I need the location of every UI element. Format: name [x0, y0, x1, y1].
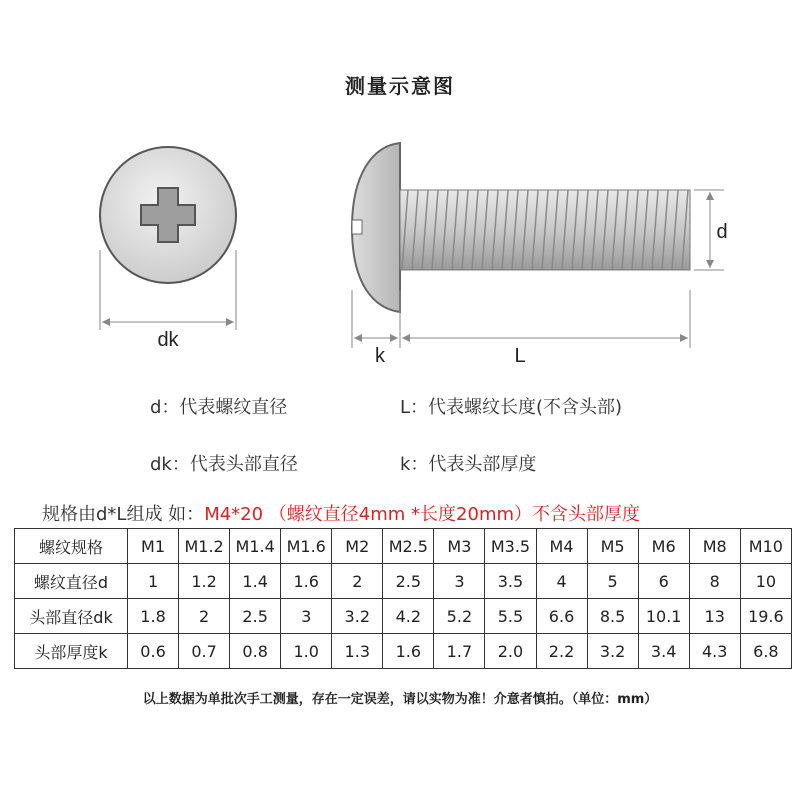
- table-cell: 0.7: [179, 634, 230, 669]
- table-cell: 13: [689, 599, 740, 634]
- table-cell: M2.5: [383, 529, 434, 564]
- table-cell: M5: [587, 529, 638, 564]
- table-cell: 2.5: [383, 564, 434, 599]
- table-cell: 0.6: [128, 634, 179, 669]
- table-cell: 1.0: [281, 634, 332, 669]
- spec-prefix: 规格由d*L组成 如：: [42, 504, 205, 525]
- table-cell: M2: [332, 529, 383, 564]
- table-cell: 1.3: [332, 634, 383, 669]
- table-cell: 3.4: [638, 634, 689, 669]
- row-header: 螺纹规格: [15, 529, 128, 564]
- spec-example: M4*20 （螺纹直径4mm *长度20mm）不含头部厚度: [204, 504, 641, 525]
- table-row: [15, 564, 792, 599]
- table-cell: M3.5: [485, 529, 536, 564]
- table-cell: 2.2: [536, 634, 587, 669]
- spec-line: [42, 500, 640, 526]
- table-cell: 1.8: [128, 599, 179, 634]
- size-table: [14, 528, 792, 669]
- table-cell: 3.5: [485, 564, 536, 599]
- label-k: k: [375, 345, 385, 367]
- table-cell: M4: [536, 529, 587, 564]
- table-cell: 2.0: [485, 634, 536, 669]
- table-cell: M3: [434, 529, 485, 564]
- table-cell: 1.2: [179, 564, 230, 599]
- table-cell: 5.2: [434, 599, 485, 634]
- legend-k: k：代表头部厚度: [400, 454, 537, 475]
- footnote: 以上数据为单批次手工测量，存在一定误差，请以实物为准！介意者慎拍。（单位：mm）: [142, 692, 658, 707]
- label-d: d: [716, 221, 728, 243]
- row-header: 头部直径dk: [15, 599, 128, 634]
- row-header: 头部厚度k: [15, 634, 128, 669]
- table-cell: M6: [638, 529, 689, 564]
- table-cell: 19.6: [740, 599, 791, 634]
- legend-L: L：代表螺纹长度(不含头部): [400, 397, 623, 418]
- table-cell: 8.5: [587, 599, 638, 634]
- label-L: L: [514, 345, 526, 367]
- table-cell: M8: [689, 529, 740, 564]
- table-cell: M1: [128, 529, 179, 564]
- table-cell: 6: [638, 564, 689, 599]
- table-cell: M1.2: [179, 529, 230, 564]
- table-cell: 1.7: [434, 634, 485, 669]
- table-cell: M10: [740, 529, 791, 564]
- table-cell: M1.4: [230, 529, 281, 564]
- table-cell: 3.2: [587, 634, 638, 669]
- table-cell: 5.5: [485, 599, 536, 634]
- table-cell: 1.6: [383, 634, 434, 669]
- table-cell: 6.8: [740, 634, 791, 669]
- table-cell: 1: [128, 564, 179, 599]
- screw-side-view: [352, 143, 690, 312]
- legend-dk: dk：代表头部直径: [150, 454, 298, 475]
- table-cell: 0.8: [230, 634, 281, 669]
- table-cell: 3.2: [332, 599, 383, 634]
- row-header: 螺纹直径d: [15, 564, 128, 599]
- table-cell: 1.6: [281, 564, 332, 599]
- table-cell: 4.2: [383, 599, 434, 634]
- table-cell: 2.5: [230, 599, 281, 634]
- table-cell: 3: [281, 599, 332, 634]
- screw-head-top-view: [100, 147, 236, 283]
- table-cell: 6.6: [536, 599, 587, 634]
- table-cell: 10.1: [638, 599, 689, 634]
- label-dk: dk: [157, 329, 179, 351]
- table-row: [15, 529, 792, 564]
- table-cell: 5: [587, 564, 638, 599]
- table-cell: 1.4: [230, 564, 281, 599]
- table-cell: 4: [536, 564, 587, 599]
- table-cell: 3: [434, 564, 485, 599]
- table-row: [15, 634, 792, 669]
- table-cell: 2: [179, 599, 230, 634]
- table-cell: 10: [740, 564, 791, 599]
- page-title: 测量示意图: [345, 74, 455, 98]
- table-cell: M1.6: [281, 529, 332, 564]
- table-cell: 8: [689, 564, 740, 599]
- legend-d: d：代表螺纹直径: [150, 397, 288, 418]
- table-row: [15, 599, 792, 634]
- table-cell: 4.3: [689, 634, 740, 669]
- table-cell: 2: [332, 564, 383, 599]
